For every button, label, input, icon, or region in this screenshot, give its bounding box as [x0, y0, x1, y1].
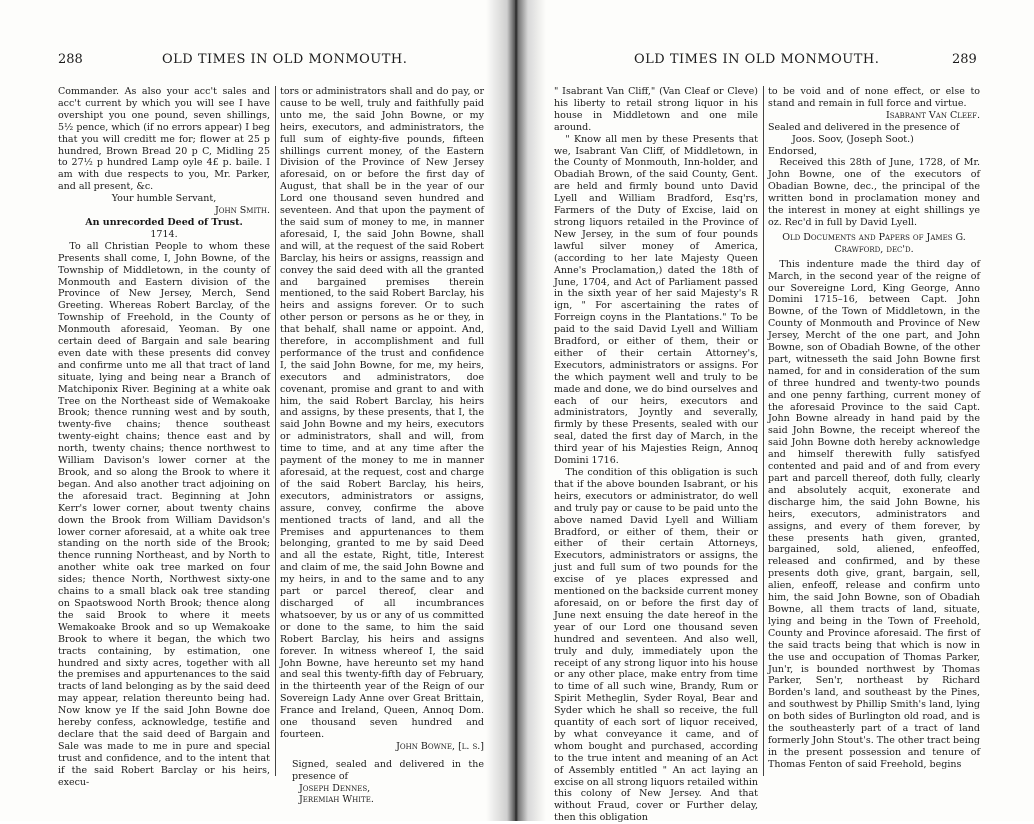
running-head: OLD TIMES IN OLD MONMOUTH.: [634, 52, 880, 67]
signature: John Smith.: [214, 205, 270, 217]
closing: Your humble Servant,: [111, 193, 217, 205]
condition-text: The condition of this obligation is such that if the above bounden Isabrant, or his heirs, executors or administrator, do well and truly pay or cause to be paid unto the above named David Lyell and William Bradford, or either of them, their or either of their certain Attorneys, Executors, administrators or assigns, the just and full sum of two pounds for the excise of ye places expressed and mentioned on the backside current money aforesaid, on or before the first day of June next ensuing the date hereof in the year of our Lord one thousand seven hundred and seventeen. And also well, truly and duly, immediately upon the receipt of any strong liquor into his house or any other place, make entry from time to time of all such wine, Brandy, Rum or Spirit Metheglin, Syder Royal, Bear and Syder which he shall so receive, the full quantity of each sort of liquor received, by what conveyance it came, and of whom bought and purchased, according to the true intent and meaning of an Act of Assembly entitled " An act laying an excise on all strong liquors retailed within this colony of New Jersey. And that without Fraud, cover or Further delay, then this obligation: [554, 467, 758, 824]
indenture-text: This indenture made the third day of March, in the second year of the reigne of our Sovereigne Lord, King George, Anno Domini 1715–16, between Capt. John Bowne, of the Town of Middletown, in the County of Monmouth and Province of New Jersey, Mercht of the one part, and John Bowne, son of Obadiah Bowne, of the other part, witnesseth the said John Bowne first named, for and in consideration of the sum of three hundred and twenty-two pounds and one penny farthing, current money of the aforesaid Province to the said Capt. John Bowne already in hand paid by the said John Bowne, the receipt whereof the said John Bowne doth hereby acknowledge and himself therewith fully satisfyed contented and paid and of and from every part and parcell thereof, doth fully, clearly and absolutely acquit, exonerate and discharge him, the said John Bowne, his heirs, executors, administrators and assigns, and every of them forever, by these presents hath given, granted, bargained, sold, aliened, enfeoffed, released and confirmed, and by these presents doth give, grant, bargain, sell, alien, enfeoff, release and confirm unto him, the said John Bowne, son of Obadiah Bowne, all them tracts of land, situate, lying and being in the Town of Freehold, County and Province aforesaid. The first of the said tracts being that which is now in the use and occupation of Thomas Parker, Jun'r, is bounded northwest by Thomas Parker, Sen'r, northeast by Richard Borden's land, and southeast by the Pines, and southwest by Phillip Smith's land, lying on both sides of Burlington old road, and is the southeasterly part of a tract of land formerly John Stout's. The other tract being in the present possession and tenure of Thomas Fenton of said Freehold, begins: [768, 258, 980, 770]
page-number: 288: [58, 52, 83, 67]
left-column-2: [280, 86, 484, 806]
receipt-text: Received this 28th of June, 1728, of Mr. John Bowne, one of the executors of Obadian Bowne, dec., the principal of the written bond in proclamation money and the interest in money at eight shillings ye oz. Rec'd in full by David Lyell.: [768, 157, 980, 228]
section-title: Old Documents and Papers of James G. Crawford, dec'd.: [782, 231, 966, 255]
section-title: An unrecorded Deed of Trust.: [85, 216, 243, 228]
column-rule: [275, 86, 276, 776]
signature: John Bowne, [l. s.]: [396, 740, 484, 752]
running-head: OLD TIMES IN OLD MONMOUTH.: [162, 52, 408, 67]
right-column-2: [768, 86, 980, 786]
witness-name: Joos. Soov, (Joseph Soot.): [792, 133, 914, 145]
section-year: 1714.: [150, 228, 178, 240]
deed-text-continued: tors or administrators shall and do pay, or cause to be well, truly and faithfully paid unto me, the said John Bowne, or my heirs, executors, and administrators, the full sum of eighty-five pounds, fifteen shillings current money, of the Eastern Division of the Province of New Jersey aforesaid, on or before the first day of August, that shall be in the year of our Lord one thousand seven hundred and seventeen. And that upon the payment of the said sum of money to me, in manner aforesaid, I, the said John Bowne, shall and will, at the request of the said Robert Barclay, his heirs or assigns, reassign and convey the said deed with all the granted and bargained premises therein mentioned, to the said Robert Barclay, his heirs and assigns forever. Or to such other person or persons as he or they, in that behalf, shall name or appoint. And, therefore, in accomplishment and full performance of the trust and confidence I, the said John Bowne, for me, my heirs, executors and administrators, doe covenant, promise and grant to and with him, the said Robert Barclay, his heirs and assigns, by these presents, that I, the said John Bowne and my heirs, executors or administrators, shall and will, from time to time, and at any time after the payment of the money to me in manner aforesaid, at the request, cost and charge of the said Robert Barclay, his heirs, executors, administrators or assigns, assure, convey, confirme the above mentioned tracts of land, and all the Premises and appurtenances to them belonging, granted to me by said Deed and all the estate, Right, title, Interest and claim of me, the said John Bowne and my heirs, in and to the same and to any part or parcel thereof, clear and discharged of all incumbrances whatsoever, by us or any of us committed or done to the same, to him the said Robert Barclay, his heirs and assigns forever. In witness whereof I, the said John Bowne, have hereunto set my hand and seal this twenty-fifth day of February, in the thirteenth year of the Reign of our Sovereign Lady Anne over Great Brittain, France and Ireland, Queen, Annoq Dom. one thousand seven hundred and fourteen.: [280, 86, 484, 740]
signature: Isabrant Van Cleef.: [886, 109, 980, 121]
witness-name: Joseph Dennes,: [299, 782, 371, 794]
license-heading: " Isabrant Van Cliff," (Van Cleaf or Cleve) his liberty to retail strong liquor in his house in Middletown and one mile around.: [554, 86, 758, 133]
left-column-1: [58, 86, 270, 786]
book-gutter: [486, 0, 546, 821]
page-number: 289: [952, 52, 977, 67]
letter-text: Commander. As also your acc't sales and acc't current by which you will see I have overshipt you one pound, seven shillings, 5½ pence, which (if no errors appear) I beg that you will creditt me for; flower at 25 p hundred, Brown Bread 20 p C, Midling 25 to 27½ p hundred Lamp oyle 4£ p. baile. I am with due respects to you, Mr. Parker, and all present, &c.: [58, 86, 270, 193]
witness-note: Sealed and delivered in the presence of: [768, 121, 960, 133]
endorsed-label: Endorsed,: [768, 145, 817, 157]
deed-text: To all Christian People to whom these Presents shall come, I, John Bowne, of the Township of Middletown, in the county of Monmouth and Eastern division of the Province of New Jersey, Merch, Send Greeting. Whereas Robert Barclay, of the Township of Freehold, in the County of Monmouth aforesaid, Yeoman. By one certain deed of Bargain and sale bearing even date with these presents did convey and confirme unto me all that tract of land situate, lying and being near a Branch of Matchiponix River. Begining at a white oak Tree on the Northeast side of Wemakoake Brook; thence running west and by south, twenty-five chains; thence southeast twenty-eight chains; thence east and by north, twenty chains; thence northwest to William Davison's lower corner at the Brook, and so along the Brook to where it began. And also another tract adjoining on the aforesaid tract. Beginning at John Kerr's lower corner, about twenty chains down the Brook from William Davidson's lower corner aforesaid, at a white oak tree standing on the north side of the Brook; thence running Northeast, and by North to another white oak tree marked on four sides; thence North, Northwest sixty-one chains to a small black oak tree standing on Spaotswood North Brook; thence along the said Brook to where it meets Wemakoake Brook and so up Wemakoake Brook to where it began, the which two tracts containing, by estimation, one hundred and sixty acres, together with all the premises and appurtenances to the said tracts of land belonging as by the said deed may appear, relation thereunto being had. Now know ye If the said John Bowne doe hereby confess, acknowledge, testifie and declare that the said deed of Bargain and Sale was made to me in pure and special trust and confidence, and to the intent that if the said Robert Barclay or his heirs, execu-: [58, 240, 270, 788]
column-rule: [763, 86, 764, 776]
bond-text: " Know all men by these Presents that we, Isabrant Van Cliff, of Middletown, in the County of Monmouth, Inn-holder, and Obadiah Brown, of the said County, Gent. are held and firmly bound unto David Lyell and William Bradford, Esq'rs, Farmers of the Duty of Excise, laid on strong liquors retailed in the Province of New Jersey, in the sum of four pounds lawful silver money of America, (according to her late Majesty Queen Anne's Proclamation,) dated the 18th of June, 1704, and Act of Parliament passed in the sixth year of her said Majesty's R ign, " For ascertaining the rates of Forreign coyns in the Plantations." To be paid to the said David Lyell and William Bradford, or either of them, their or either of their certain Attorney's, Executors, administrators or assigns. For the which payment well and truly to be made and done, we do bind ourselves and each of our heirs, executors and administrators, Joyntly and severally, firmly by these Presents, sealed with our seal, dated the first day of March, in the third year of his Majesties Reign, Annoq Domini 1716.: [554, 133, 758, 467]
witness-name: Jeremiah White.: [299, 794, 374, 806]
witness-note: Signed, sealed and delivered in the presence of: [292, 758, 484, 782]
bond-end: to be void and of none effect, or else to stand and remain in full force and virtue.: [768, 86, 980, 109]
right-column-1: [554, 86, 758, 824]
right-page: [512, 0, 1034, 824]
